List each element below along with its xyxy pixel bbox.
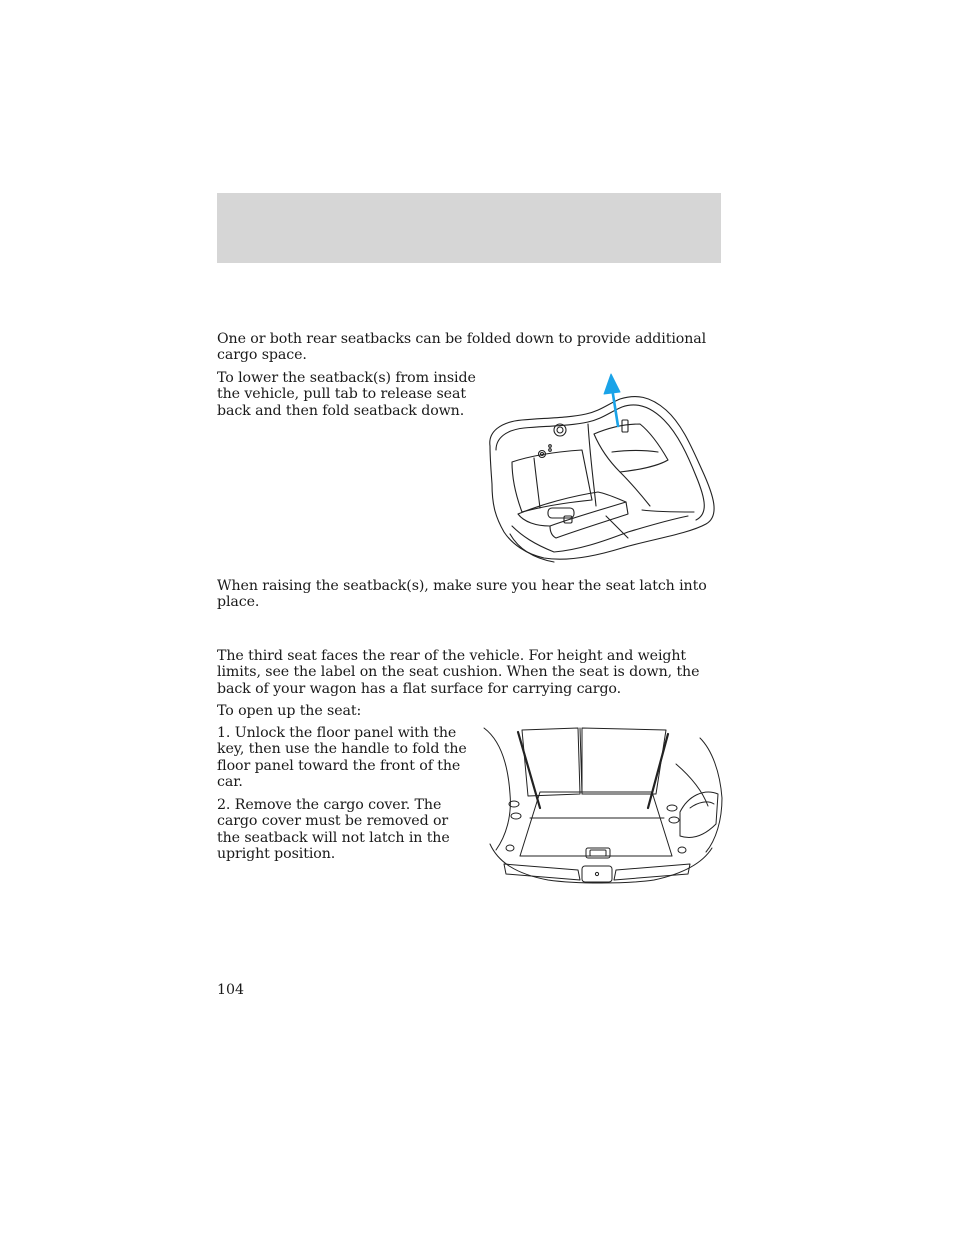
step-1-paragraph: 1. Unlock the floor panel with the key, then use the handle to fold the floor panel toward the front of the car. bbox=[217, 725, 467, 791]
intro-paragraph: One or both rear seatbacks can be folded down to provide additional cargo space. bbox=[217, 331, 707, 364]
rear-seat-fold-illustration bbox=[482, 366, 718, 568]
cargo-floor-panel-illustration bbox=[476, 724, 726, 890]
raise-seatback-paragraph: When raising the seatback(s), make sure you hear the seat latch into place. bbox=[217, 578, 707, 611]
page-number: 104 bbox=[217, 982, 245, 998]
open-seat-paragraph: To open up the seat: bbox=[217, 703, 362, 719]
step-2-paragraph: 2. Remove the cargo cover. The cargo cover must be removed or the seatback will not latch in the upright position. bbox=[217, 797, 450, 863]
section-header-band bbox=[217, 193, 721, 263]
third-seat-paragraph: The third seat faces the rear of the vehicle. For height and weight limits, see the label on the seat cushion. When the seat is down, the back of your wagon has a flat surface for carrying cargo. bbox=[217, 648, 700, 697]
lower-seatback-paragraph: To lower the seatback(s) from inside the vehicle, pull tab to release seat back and then fold seatback down. bbox=[217, 370, 476, 419]
